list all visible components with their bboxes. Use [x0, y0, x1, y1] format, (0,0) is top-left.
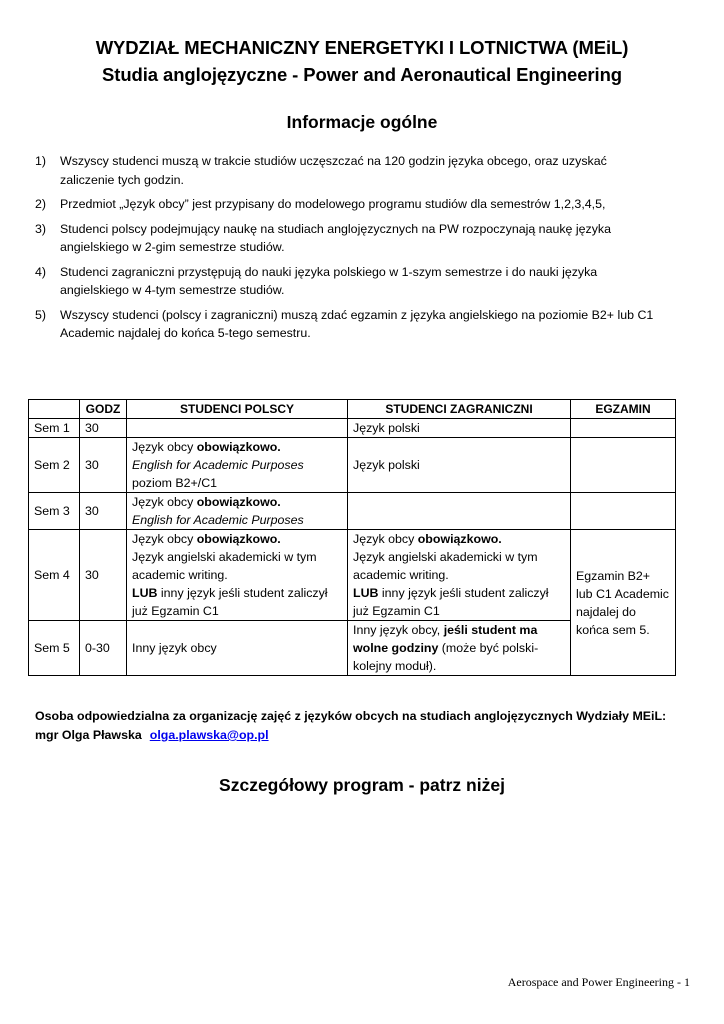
semester-cell: Sem 4 [29, 530, 80, 621]
contact-info [35, 707, 695, 745]
polish-students-cell: Język obcy obowiązkowo. English for Academic Purposes [127, 493, 348, 530]
hours-cell: 30 [80, 419, 127, 438]
polish-students-cell: Język obcy obowiązkowo. English for Academic Purposes poziom B2+/C1 [127, 438, 348, 493]
polish-students-cell [127, 419, 348, 438]
table-header: STUDENCI POLSCY [127, 400, 348, 419]
list-item-number: 4) [35, 264, 47, 279]
list-item [35, 152, 690, 189]
table-row [29, 493, 676, 530]
table-header-row [29, 400, 676, 419]
language-plan-table [28, 399, 676, 676]
list-item-text: Studenci zagraniczni przystępują do nauki języka polskiego w 1-szym semestrze i do nauki języka angielskiego w 4-tym semestrze studiów. [60, 264, 598, 297]
foreign-students-cell: Język polski [348, 438, 571, 493]
document-title: WYDZIAŁ MECHANICZNY ENERGETYKI I LOTNICTWA (MEiL) [95, 37, 629, 58]
email-link[interactable]: olga.plawska@op.pl [149, 728, 269, 742]
exam-cell [571, 419, 676, 438]
exam-cell [571, 493, 676, 530]
list-item-text: Studenci polscy podejmujący naukę na studiach anglojęzycznych na PW rozpoczynają naukę języka angielskiego w 2-gim semestrze studiów. [60, 221, 612, 254]
document-subtitle: Studia anglojęzyczne - Power and Aeronautical Engineering [102, 64, 622, 85]
list-item-number: 1) [35, 154, 47, 168]
hours-cell: 0-30 [80, 621, 127, 676]
polish-students-cell: Język obcy obowiązkowo. Język angielski akademicki w tym academic writing. LUB inny język jeśli student zaliczył już Egzamin C1 [127, 530, 348, 621]
foreign-students-cell: Język obcy obowiązkowo. Język angielski akademicki w tym academic writing. LUB inny język jeśli student zaliczył już Egzamin C1 [348, 530, 571, 621]
list-item [35, 195, 690, 214]
list-item-number: 3) [35, 221, 47, 236]
table-row [29, 438, 676, 493]
semester-cell: Sem 2 [29, 438, 80, 493]
table-header: STUDENCI ZAGRANICZNI [348, 400, 571, 419]
table-row [29, 419, 676, 438]
list-item-text: Przedmiot „Język obcy” jest przypisany do modelowego programu studiów dla semestrów 1,2,3,4,5, [60, 197, 606, 211]
foreign-students-cell: Język polski [348, 419, 571, 438]
table-header: EGZAMIN [571, 400, 676, 419]
hours-cell: 30 [80, 493, 127, 530]
polish-students-cell: Inny język obcy [127, 621, 348, 676]
list-item-number: 5) [35, 307, 47, 322]
foreign-students-cell: Inny język obcy, jeśli student ma wolne godziny (może być polski-kolejny moduł). [348, 621, 571, 676]
page-footer: Aerospace and Power Engineering - 1 [507, 975, 690, 989]
list-item [35, 306, 690, 343]
list-item-text: Wszyscy studenci (polscy i zagraniczni) muszą zdać egzamin z języka angielskiego na poziomie B2+ lub C1 Academic najdalej do końca 5-tego semestru. [60, 307, 654, 340]
hours-cell: 30 [80, 438, 127, 493]
contact-name: mgr Olga Pławska [35, 728, 142, 742]
section-heading-general-info: Informacje ogólne [286, 112, 438, 132]
section-heading-detailed-program: Szczegółowy program - patrz niżej [219, 775, 505, 795]
table-header [29, 400, 80, 419]
list-item-text: Wszyscy studenci muszą w trakcie studiów uczęszczać na 120 godzin języka obcego, oraz uzyskać zaliczenie tych godzin. [60, 154, 607, 187]
list-item [35, 220, 690, 257]
exam-cell [571, 438, 676, 493]
semester-cell: Sem 3 [29, 493, 80, 530]
semester-cell: Sem 5 [29, 621, 80, 676]
foreign-students-cell [348, 493, 571, 530]
contact-description: Osoba odpowiedzialna za organizację zajęć z języków obcych na studiach anglojęzycznych Wydziały MEiL: [35, 709, 667, 723]
hours-cell: 30 [80, 530, 127, 621]
table-row [29, 530, 676, 621]
general-info-list [35, 152, 690, 349]
exam-cell: Egzamin B2+ lub C1 Academic najdalej do końca sem 5. [571, 530, 676, 676]
list-item-number: 2) [35, 197, 47, 211]
list-item [35, 263, 690, 300]
table-header: GODZ [80, 400, 127, 419]
semester-cell: Sem 1 [29, 419, 80, 438]
